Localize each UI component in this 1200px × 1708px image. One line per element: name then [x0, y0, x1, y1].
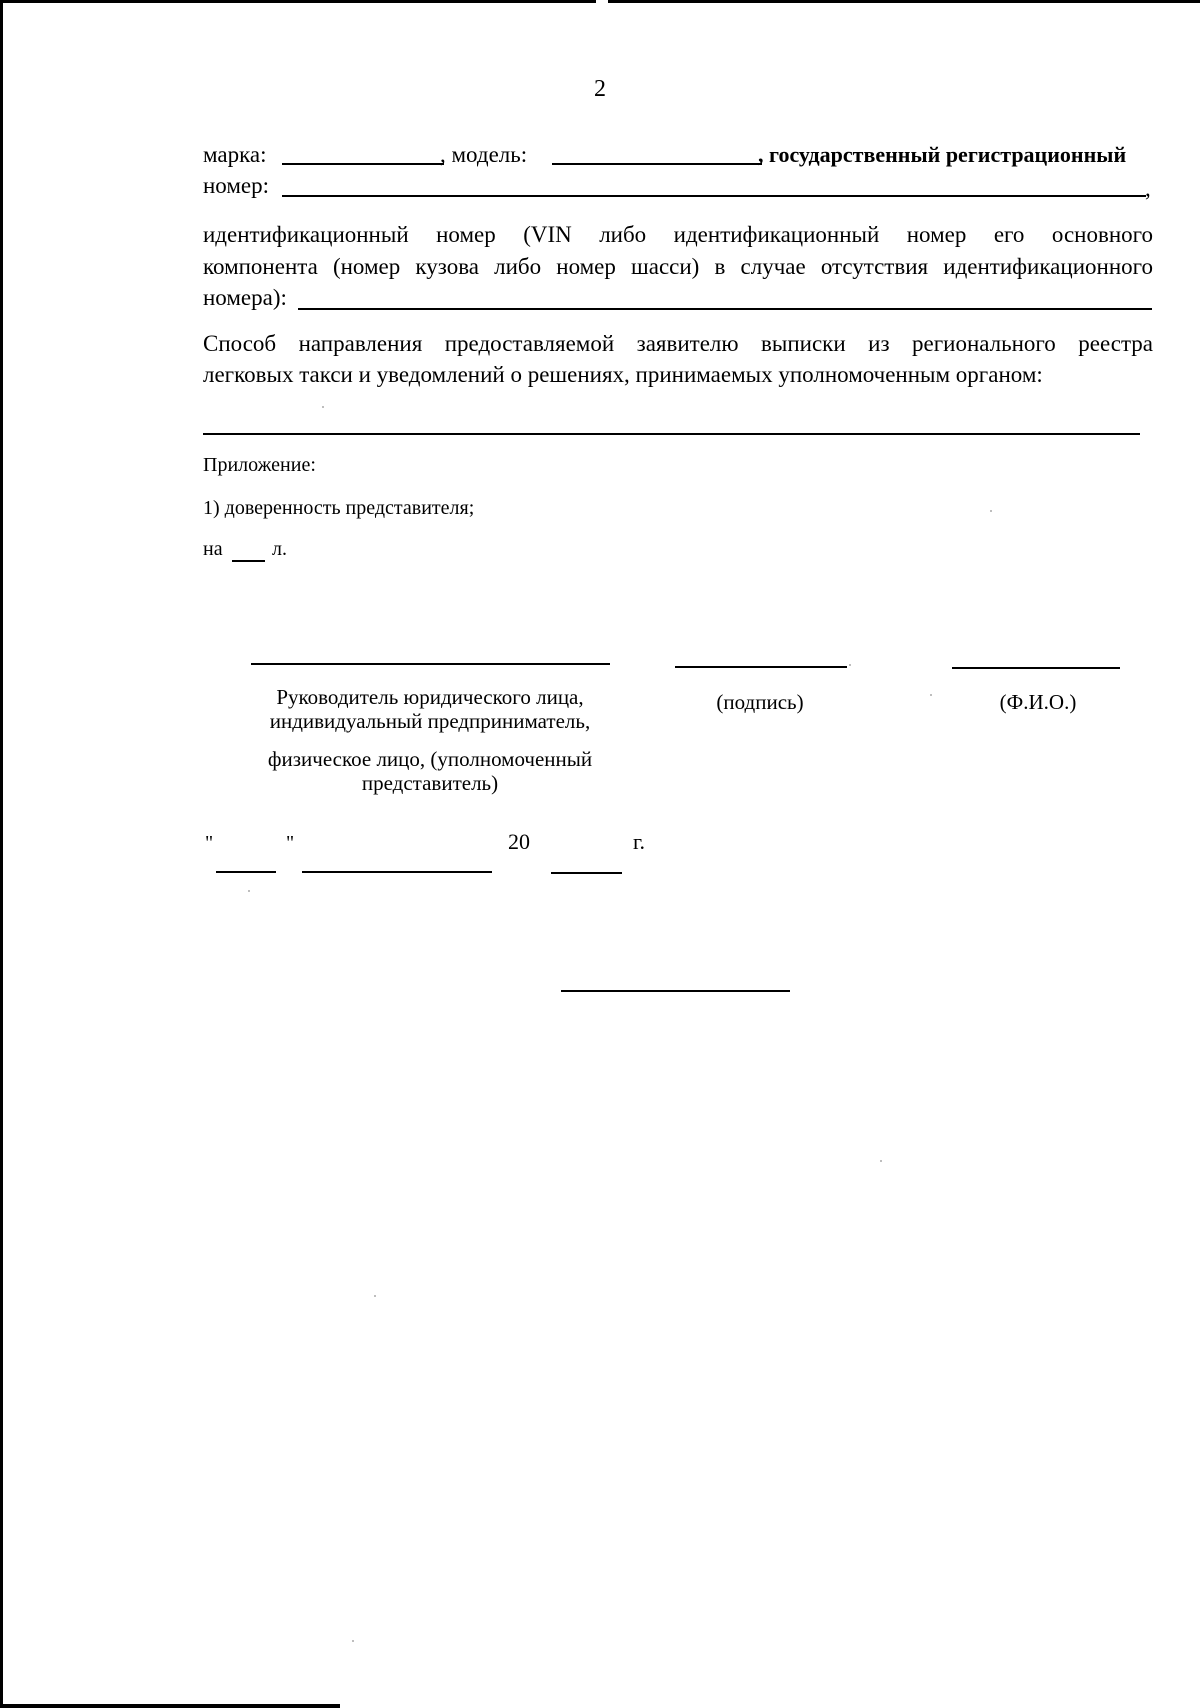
attachment-pages-prefix: на	[203, 538, 223, 560]
reg-number-label: , государственный регистрационный	[758, 142, 1127, 167]
scan-speck	[248, 890, 250, 892]
name-caption: (Ф.И.О.)	[999, 690, 1077, 714]
reg-number-field-line	[282, 195, 1146, 197]
attachment-pages-suffix: л.	[272, 538, 287, 560]
role-signature-line	[251, 663, 610, 665]
scan-speck	[352, 1640, 354, 1642]
name-field-line	[952, 667, 1120, 669]
role-caption-line-2: индивидуальный предприниматель,	[269, 709, 591, 733]
delivery-line-1: Способ направления предоставляемой заявителю выписки из регионального реестра	[203, 331, 1153, 356]
model-field-line	[552, 163, 762, 165]
scan-border-bottom	[0, 1704, 340, 1708]
scan-speck	[990, 510, 992, 512]
signature-field-line	[675, 666, 847, 668]
vin-field-line	[298, 308, 1152, 310]
delivery-line-2: легковых такси и уведомлений о решениях, принимаемых уполномоченным органом:	[203, 362, 1043, 387]
page-number: 2	[594, 76, 606, 102]
vin-line-3: номера):	[203, 285, 287, 310]
date-year-suffix: г.	[633, 829, 646, 854]
scan-speck	[374, 1295, 376, 1297]
role-caption-line-1: Руководитель юридического лица,	[276, 685, 584, 709]
closing-separator-line	[561, 990, 790, 992]
scan-speck	[930, 694, 932, 696]
vin-line-2: компонента (номер кузова либо номер шасси) в случае отсутствия идентификационного	[203, 254, 1153, 279]
scan-speck	[880, 1160, 882, 1162]
reg-number-comma: ,	[1145, 176, 1151, 201]
scan-speck	[322, 406, 324, 408]
role-caption-line-3: физическое лицо, (уполномоченный	[267, 747, 593, 771]
brand-field-line	[282, 163, 444, 165]
date-quote-close: "	[286, 832, 295, 854]
date-year-field-line	[551, 872, 622, 874]
scan-border-left	[0, 0, 3, 1708]
number-label: номер:	[203, 173, 270, 198]
delivery-field-line	[203, 433, 1140, 435]
model-label: , модель:	[440, 142, 528, 167]
vin-line-1: идентификационный номер (VIN либо идентификационный номер его основного	[203, 222, 1153, 247]
date-month-field-line	[302, 871, 492, 873]
signature-caption: (подпись)	[716, 690, 804, 714]
role-caption	[240, 685, 620, 795]
scan-speck	[849, 664, 851, 666]
attachment-item-1: 1) доверенность представителя;	[203, 497, 475, 519]
brand-label: марка:	[203, 142, 267, 167]
role-caption-line-4: представитель)	[361, 771, 499, 795]
attachment-pages-field-line	[232, 560, 265, 562]
attachments-heading: Приложение:	[203, 454, 316, 476]
date-day-field-line	[216, 871, 276, 873]
date-quote-open: "	[205, 832, 214, 854]
scan-border-gap	[596, 0, 608, 3]
date-year-prefix: 20	[508, 829, 530, 854]
